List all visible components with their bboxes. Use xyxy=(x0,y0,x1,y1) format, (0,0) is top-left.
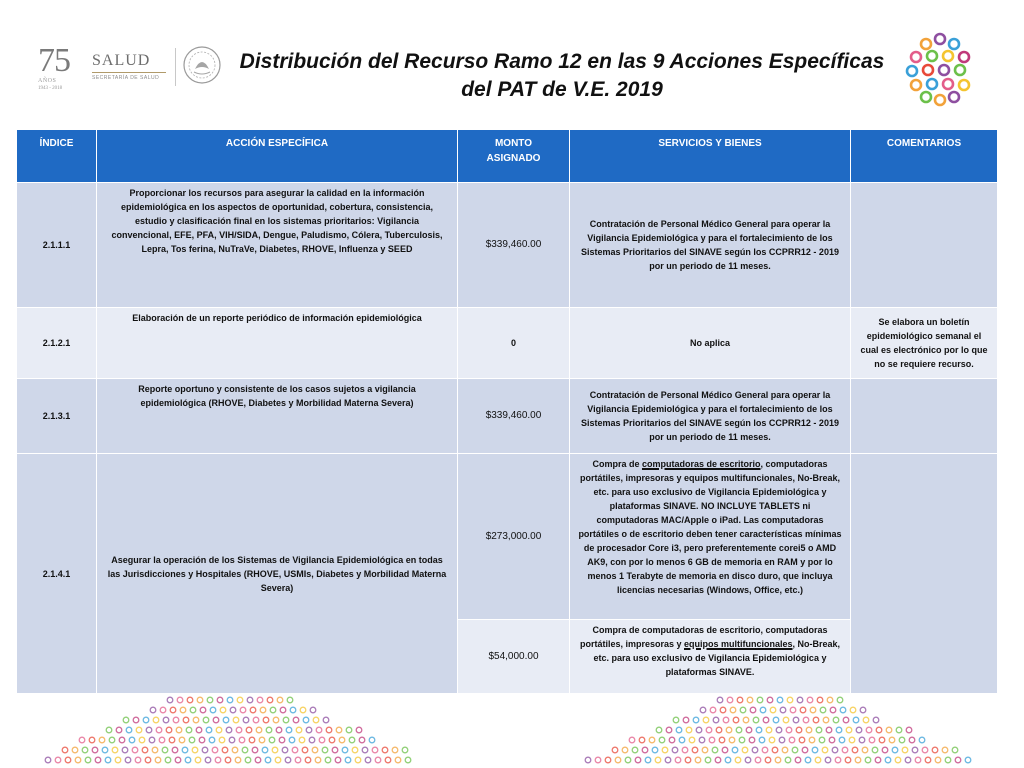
cell-action: Proporcionar los recursos para asegurar la calidad en la información epidemiológica en los aspectos de oportunidad, cobertura, consistencia, estudio y clasificación final en los sistemas prioritarios: Vigilancia convencional, EFE, PFA, VIH/SIDA, Dengue, Paludismo, Cólera, Tuberculosis, Lepra, Tos ferina, NuTraVe, Diabetes, RHOVE, Influenza y SEED xyxy=(97,183,458,308)
header-accion-especifica: ACCIÓN ESPECÍFICA xyxy=(97,130,458,183)
cell-amount: $273,000.00 xyxy=(458,454,570,620)
cell-amount: $339,460.00 xyxy=(458,183,570,308)
logo-salud xyxy=(92,52,166,82)
cell-index: 2.1.1.1 xyxy=(17,183,97,308)
table-row xyxy=(17,308,998,379)
logo-75-caption: AÑOS xyxy=(38,78,57,84)
cell-comments xyxy=(851,379,998,454)
services-text-pre: Compra de computadoras de escritorio, computadoras portátiles, impresoras y xyxy=(579,625,828,649)
cell-services xyxy=(570,454,851,620)
header-comentarios: COMENTARIOS xyxy=(851,130,998,183)
logo-salud-name: SALUD xyxy=(92,52,151,69)
services-text-post: , No-Break, etc. para uso exclusivo de Vigilancia Epidemiológica y plataformas SINAVE. xyxy=(593,639,841,677)
services-text-marked: equipos multifuncionales xyxy=(684,639,793,649)
table-row xyxy=(17,454,998,620)
cell-amount: $54,000.00 xyxy=(458,620,570,694)
header-servicios-y-bienes: SERVICIOS Y BIENES xyxy=(570,130,851,183)
header-indice: ÍNDICE xyxy=(17,130,97,183)
cell-services: No aplica xyxy=(570,308,851,379)
table-header-row xyxy=(17,130,998,183)
logo-75-years: 1943 - 2018 xyxy=(38,86,63,91)
cell-action: Asegurar la operación de los Sistemas de Vigilancia Epidemiológica en todas las Jurisdicciones y Hospitales (RHOVE, USMIs, Diabetes y Morbilidad Materna Severa) xyxy=(97,454,458,694)
colorful-rings-logo-icon xyxy=(902,30,978,108)
cell-amount: 0 xyxy=(458,308,570,379)
cell-services xyxy=(570,620,851,694)
cell-index: 2.1.2.1 xyxy=(17,308,97,379)
mexico-seal-icon xyxy=(182,45,222,85)
logo-salud-line xyxy=(92,72,166,73)
table-row xyxy=(17,183,998,308)
header-monto-asignado: MONTO ASIGNADO xyxy=(458,130,570,183)
decorative-dots-left xyxy=(40,690,420,768)
logo-salud-sub: SECRETARÍA DE SALUD xyxy=(92,75,160,81)
cell-index: 2.1.4.1 xyxy=(17,454,97,694)
cell-index: 2.1.3.1 xyxy=(17,379,97,454)
cell-action: Reporte oportuno y consistente de los casos sujetos a vigilancia epidemiológica (RHOVE, Diabetes y Morbilidad Materna Severa) xyxy=(97,379,458,454)
cell-comments xyxy=(851,183,998,308)
services-text-pre: Compra de xyxy=(592,459,642,469)
cell-comments xyxy=(851,454,998,694)
table-row xyxy=(17,379,998,454)
services-text-post: , computadoras portátiles, impresoras y equipos multifuncionales, No-Break, etc. para uso exclusivo de Vigilancia Epidemiológica y plataformas SINAVE. NO INCLUYE TABLETS ni computadoras MAC/Apple o iPad. Las computadoras portátiles o de escritorio deben tener características mínimas de procesador Core i3, pero preferentemente corei5 o AMD AK9, con por lo menos 6 GB de memoria en RAM y por lo menos 1 Terabyte de memoria en disco duro, que incluya licencias necesarias (Windows, Office, etc.) xyxy=(578,459,842,595)
cell-services: Contratación de Personal Médico General para operar la Vigilancia Epidemiológica y para el fortalecimiento de los Sistemas Prioritarios del SINAVE según los CCPRR12 - 2019 por un periodo de 11 meses. xyxy=(570,183,851,308)
cell-amount: $339,460.00 xyxy=(458,379,570,454)
services-text-marked: computadoras de escritorio xyxy=(641,459,761,469)
logo-75-anos xyxy=(38,44,84,94)
logo-divider xyxy=(175,48,176,86)
page-title: Distribución del Recurso Ramo 12 en las 9 Acciones Específicas del PAT de V.E. 2019 xyxy=(239,50,885,101)
cell-services: Contratación de Personal Médico General para operar la Vigilancia Epidemiológica y para el fortalecimiento de los Sistemas Prioritarios del SINAVE según los CCPRR12 - 2019 por un periodo de 11 meses. xyxy=(570,379,851,454)
cell-comments: Se elabora un boletín epidemiológico semanal el cual es electrónico por lo que no se requiere recurso. xyxy=(851,308,998,379)
cell-action: Elaboración de un reporte periódico de información epidemiológica xyxy=(97,308,458,379)
resource-distribution-table xyxy=(16,129,997,694)
logo-75-number: 75 xyxy=(38,42,70,79)
decorative-dots-right xyxy=(540,690,990,768)
